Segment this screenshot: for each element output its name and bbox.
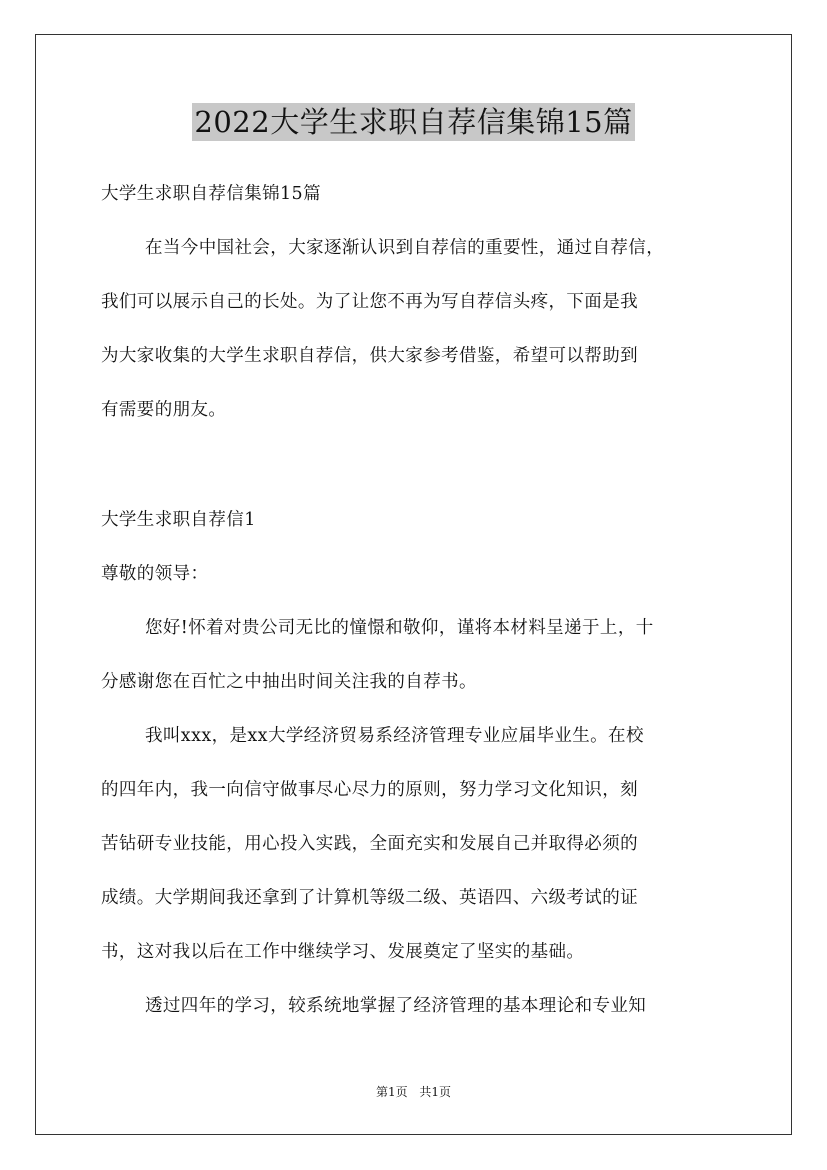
para1-line-1: 您好!怀着对贵公司无比的憧憬和敬仰，谨将本材料呈递于上，十 [145,618,654,638]
intro-line-4: 有需要的朋友。 [101,400,227,420]
page-total: 共1页 [419,1085,452,1099]
section-heading: 大学生求职自荐信1 [101,510,256,530]
para1-line-2: 分感谢您在百忙之中抽出时间关注我的自荐书。 [101,672,477,692]
salutation: 尊敬的领导： [101,564,209,584]
page-number: 第1页 [375,1085,408,1099]
para2-line-5: 书，这对我以后在工作中继续学习、发展奠定了坚实的基础。 [101,942,585,962]
document-title: 2022大学生求职自荐信集锦15篇 [194,105,633,139]
para3-line-1: 透过四年的学习，较系统地掌握了经济管理的基本理论和专业知 [145,996,647,1016]
title-container [0,103,827,141]
para2-line-4: 成绩。大学期间我还拿到了计算机等级二级、英语四、六级考试的证 [101,888,638,908]
para2-line-1: 我叫xxx，是xx大学经济贸易系经济管理专业应届毕业生。在校 [145,726,644,746]
intro-line-1: 在当今中国社会，大家逐渐认识到自荐信的重要性，通过自荐信， [145,238,665,258]
subtitle: 大学生求职自荐信集锦15篇 [101,184,321,204]
para2-line-3: 苦钻研专业技能，用心投入实践，全面充实和发展自己并取得必须的 [101,834,638,854]
intro-line-3: 为大家收集的大学生求职自荐信，供大家参考借鉴，希望可以帮助到 [101,346,638,366]
para2-line-2: 的四年内，我一向信守做事尽心尽力的原则，努力学习文化知识，刻 [101,780,638,800]
page-footer [0,1084,827,1100]
intro-line-2: 我们可以展示自己的长处。为了让您不再为写自荐信头疼，下面是我 [101,292,638,312]
